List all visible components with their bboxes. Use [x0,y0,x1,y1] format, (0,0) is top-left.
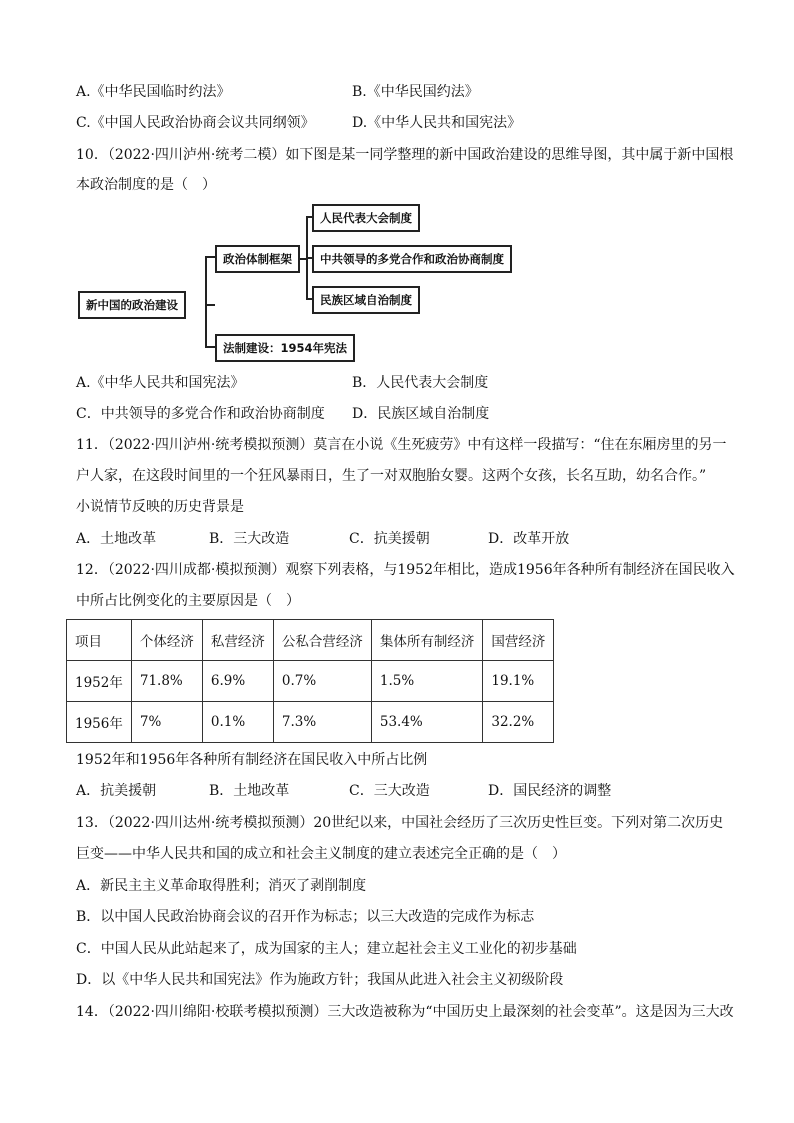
q11-stem-line2: 户人家，在这段时间里的一个狂风暴雨日，生了一对双胞胎女婴。这两个女孩，长名互助，幼名合作。” [76,468,707,484]
q13-option-d: D．以《中华人民共和国宪法》作为施政方针；我国从此进入社会主义初级阶段 [76,972,564,988]
mind-map-root: 新中国的政治建设 [78,291,186,319]
table-cell: 7% [131,702,202,743]
table-header-cell: 项目 [67,620,132,661]
mind-map-law: 法制建设：1954年宪法 [215,334,355,362]
mind-map-framework: 政治体制框架 [215,245,300,273]
q11-option-c: C．抗美援朝 [349,531,430,547]
table-cell: 1.5% [371,661,483,702]
q10-stem-line2: 本政治制度的是（ ） [76,177,216,193]
table-cell: 1952年 [67,661,132,702]
q9-option-c: C.《中国人民政治协商会议共同纲领》 [76,115,315,131]
table-cell: 7.3% [273,702,371,743]
table-cell: 0.7% [273,661,371,702]
table-cell: 53.4% [371,702,483,743]
q12-option-a: A．抗美援朝 [76,783,157,799]
connector [205,256,207,346]
q13-stem-line1: 13．（2022·四川达州·统考模拟预测）20世纪以来，中国社会经历了三次历史性巨变。下列对第二次历史 [76,815,724,831]
q10-option-b: B．人民代表大会制度 [352,375,489,391]
table-row [67,661,554,702]
table-cell: 6.9% [202,661,273,702]
q14-stem-line1: 14．（2022·四川绵阳·校联考模拟预测）三大改造被称为“中国历史上最深刻的社会变革”。这是因为三大改 [76,1004,734,1020]
q13-option-b: B．以中国人民政治协商会议的召开作为标志；以三大改造的完成作为标志 [76,909,535,925]
q11-stem-line3: 小说情节反映的历史背景是 [76,499,244,515]
mind-map-item-3: 民族区域自治制度 [312,286,420,314]
table-cell: 0.1% [202,702,273,743]
q10-stem-line1: 10．（2022·四川泸州·统考二模）如下图是某一同学整理的新中国政治建设的思维导图，其中属于新中国根 [76,147,734,163]
table-cell: 1956年 [67,702,132,743]
q11-option-a: A．土地改革 [76,531,157,547]
q10-option-c: C．中共领导的多党合作和政治协商制度 [76,406,325,422]
q9-option-d: D.《中华人民共和国宪法》 [352,115,522,131]
q11-stem-line1: 11．（2022·四川泸州·统考模拟预测）莫言在小说《生死疲劳》中有这样一段描写：“住在东厢房里的另一 [76,437,727,453]
table-cell: 19.1% [483,661,554,702]
table-cell: 32.2% [483,702,554,743]
table-header-cell: 私营经济 [202,620,273,661]
connector [205,346,215,348]
q12-option-c: C．三大改造 [349,783,430,799]
table-cell: 71.8% [131,661,202,702]
mind-map-item-1: 人民代表大会制度 [312,204,420,232]
q10-option-d: D．民族区域自治制度 [352,406,490,422]
connector [205,304,215,306]
q13-stem-line2: 巨变——中华人民共和国的成立和社会主义制度的建立表述完全正确的是（ ） [76,846,566,862]
q9-option-b: B.《中华民国约法》 [352,84,479,100]
q12-stem-line1: 12．（2022·四川成都·模拟预测）观察下列表格，与1952年相比，造成1956年各种所有制经济在国民收入 [76,562,735,578]
table-header-row [67,620,554,661]
q11-option-b: B．三大改造 [209,531,290,547]
q12-stem-line2: 中所占比例变化的主要原因是（ ） [76,593,300,609]
q12-option-d: D．国民经济的调整 [488,783,612,799]
q13-option-c: C．中国人民从此站起来了，成为国家的主人；建立起社会主义工业化的初步基础 [76,941,577,957]
table-header-cell: 国营经济 [483,620,554,661]
q11-option-d: D．改革开放 [488,531,570,547]
table-row [67,702,554,743]
q12-table [66,619,554,743]
q10-option-a: A.《中华人民共和国宪法》 [76,375,245,391]
table-header-cell: 个体经济 [131,620,202,661]
q9-option-a: A.《中华民国临时约法》 [76,84,231,100]
q12-option-b: B．土地改革 [209,783,290,799]
q13-option-a: A．新民主主义革命取得胜利；消灭了剥削制度 [76,878,367,894]
table-header-cell: 公私合营经济 [273,620,371,661]
table-header-cell: 集体所有制经济 [371,620,483,661]
mind-map-item-2: 中共领导的多党合作和政治协商制度 [312,245,512,273]
q12-table-caption: 1952年和1956年各种所有制经济在国民收入中所占比例 [76,752,428,768]
